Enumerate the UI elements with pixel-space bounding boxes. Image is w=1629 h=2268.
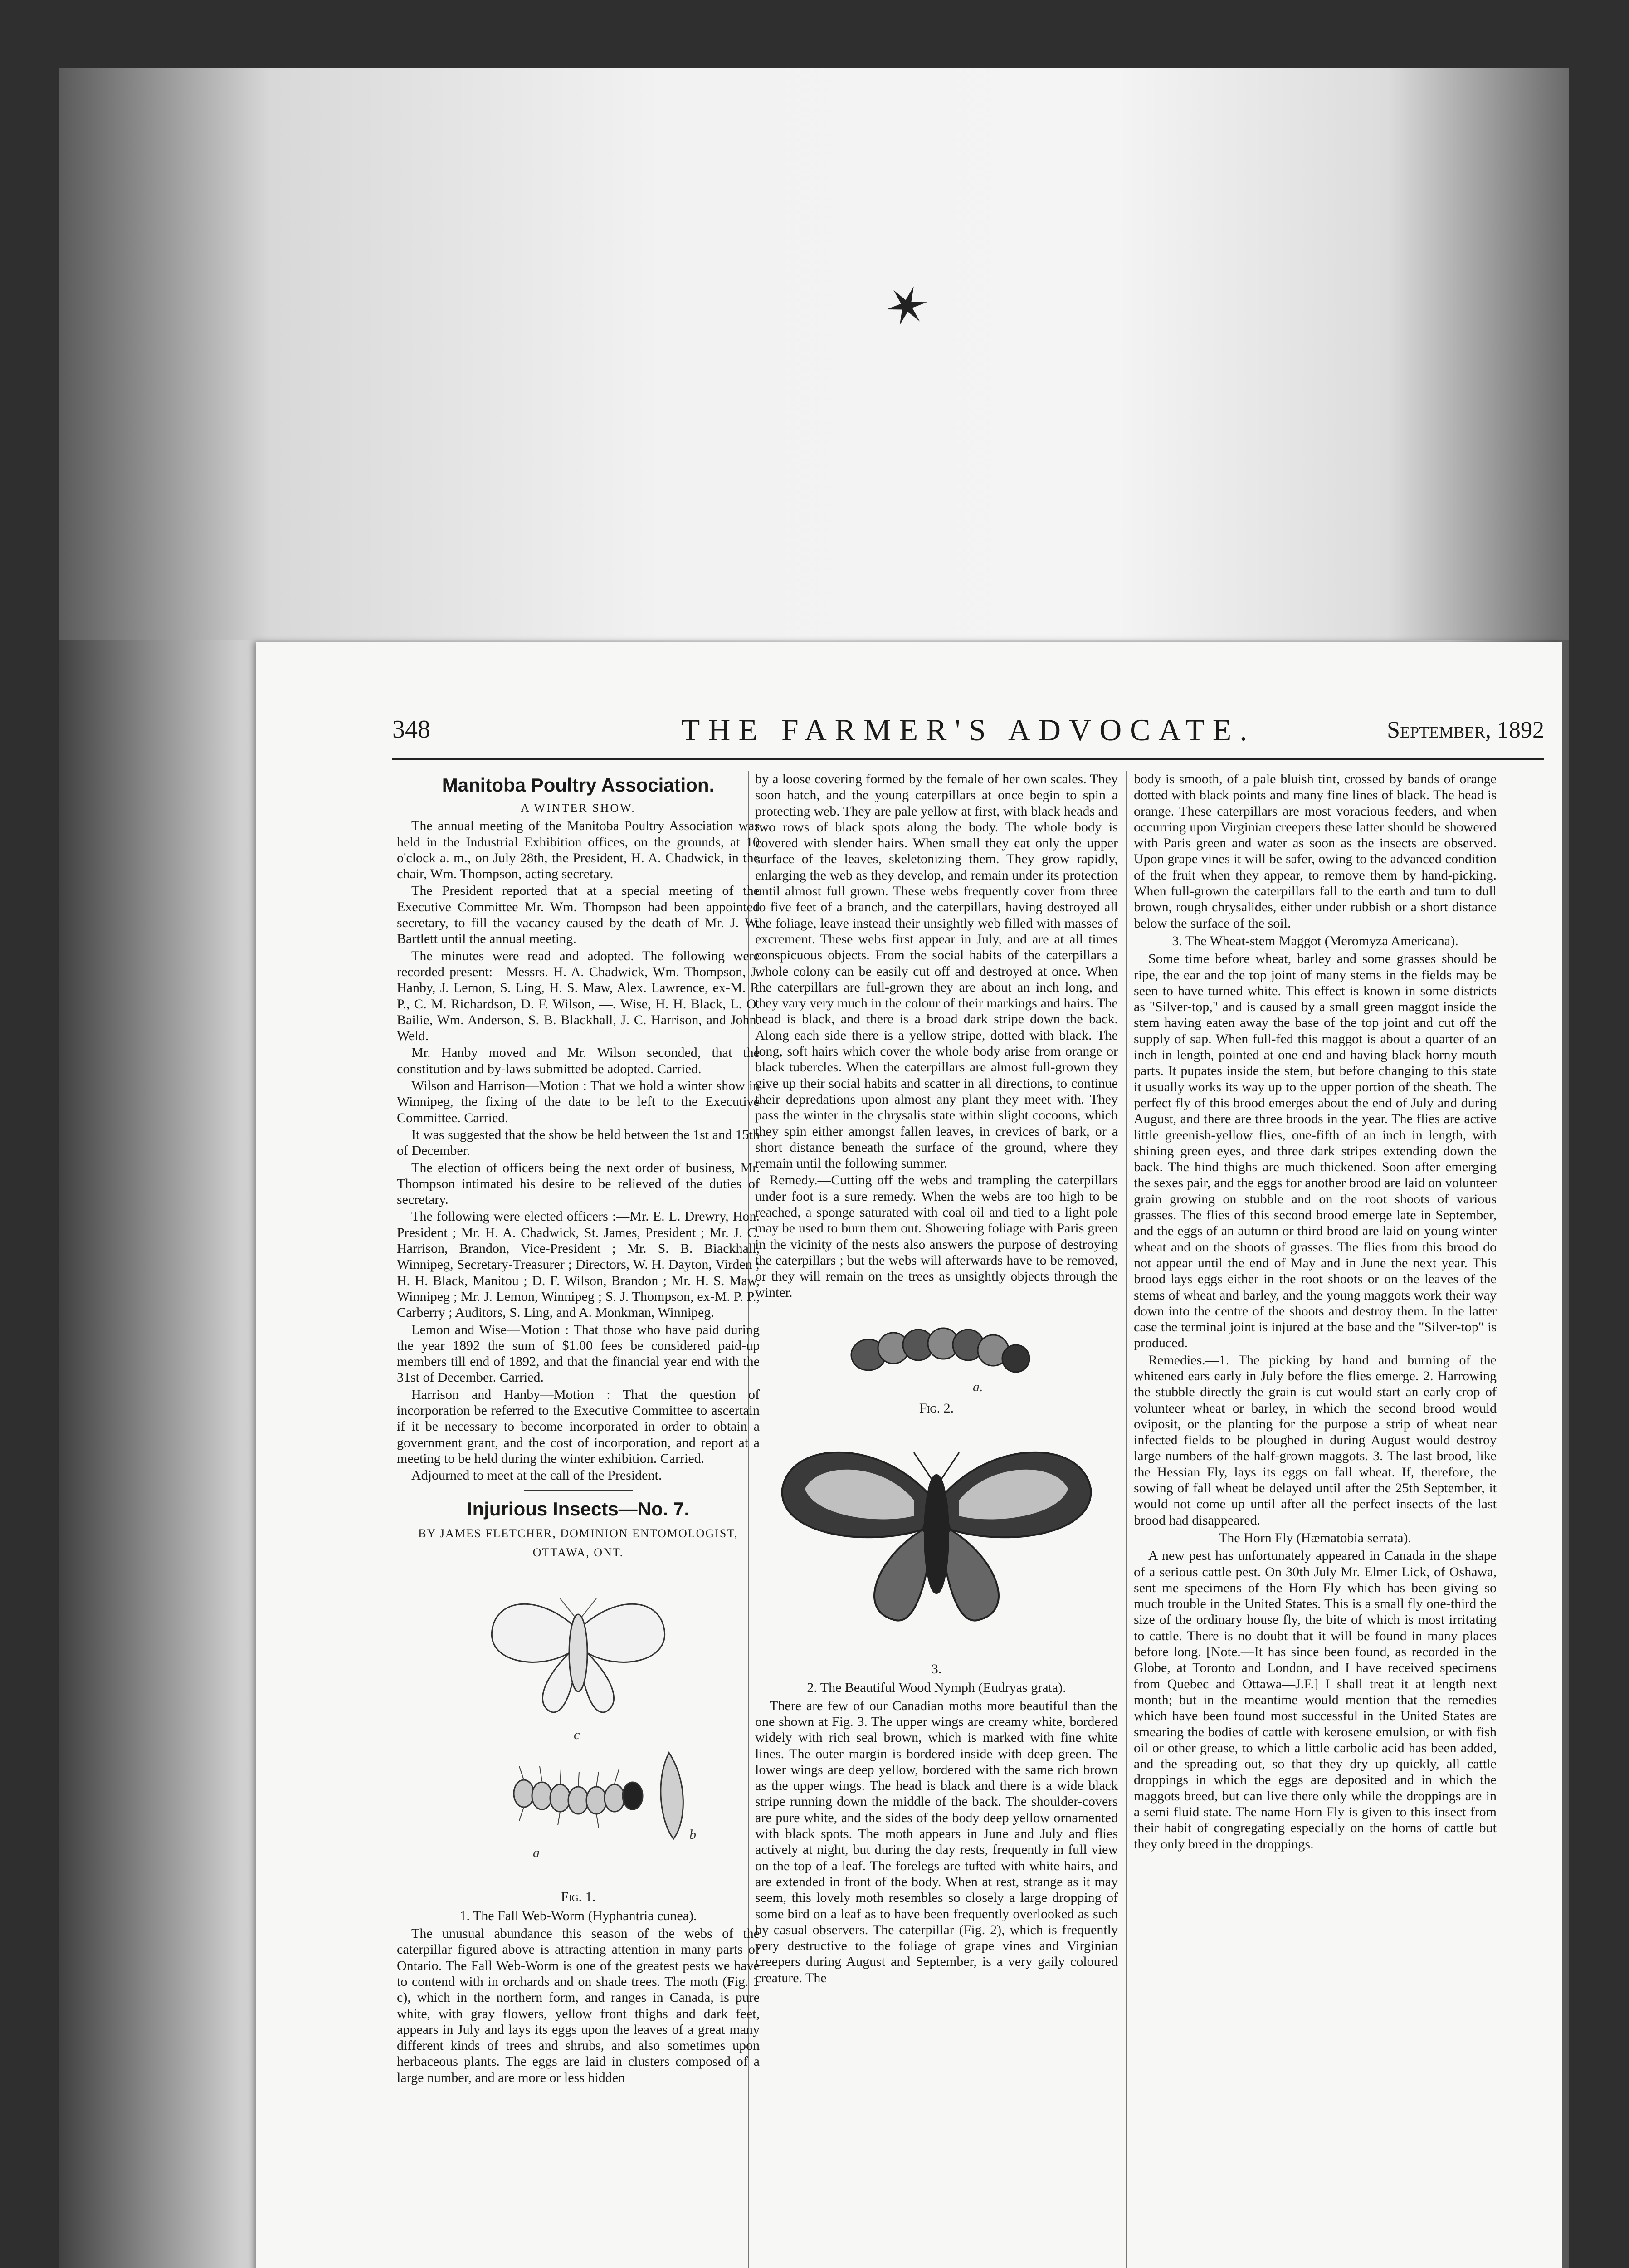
newspaper-page — [256, 642, 1562, 2268]
section-divider — [524, 1490, 633, 1491]
paragraph: The annual meeting of the Manitoba Poultry Association was held in the Industrial Exhibition offices, on the grounds, at 10 o'clock a. m., on July 28th, the President, H. A. Chadwick, in the chair, Wm. Thompson, acting secretary. — [397, 818, 760, 882]
byline: BY JAMES FLETCHER, DOMINION ENTOMOLOGIST, OTTAWA, ONT. — [418, 1527, 738, 1559]
paragraph: body is smooth, of a pale bluish tint, crossed by bands of orange dotted with black points and many fine lines of black. The head is orange. These caterpillars are most voracious feeders, and when occurring upon Virginian creepers these latter should be showered with Paris green and water as soon as the insects are observed. Upon grape vines it will be safer, owing to the advanced condition of the fruit when they appear, to remove them by hand-picking. When full-grown the caterpillars fall to the earth and turn to dull brown, rough chrysalides, either under rubbish or a short distance below the surface of the soil. — [1134, 772, 1497, 931]
wood-nymph-illustration — [764, 1421, 1109, 1657]
paragraph: The unusual abundance this season of the webs of the caterpillar figured above is attracting attention in many parts of Ontario. The Fall Web-Worm is one of the greatest pests we have to contend with in orchards and on shade trees. The moth (Fig. 1 c), which in the northern form, and ranges in Canada, is pure white, with gray flowers, yellow front thighs and dark feet, appears in July and lays its eggs upon the leaves of a great many different kinds of trees and shrubs, and also sometimes upon herbaceous plants. The eggs are laid in clusters composed of a large number, and are more or less hidden — [397, 1926, 760, 2085]
paragraph: There are few of our Canadian moths more beautiful than the one shown at Fig. 3. The upper wings are creamy white, bordered widely with rich seal brown, which is marked with fine white lines. The outer margin is bordered inside with deep green. The lower wings are deep yellow, bordered with the same rich brown as the upper wings. The head is black and there is a wide black stripe running down the middle of the back. The shoulder-covers are pure white, and the sides of the body deep yellow ornamented with black spots. The moth appears in June and July and flies actively at night, but during the day rests, frequently in full view on the top of a leaf. The forelegs are tufted with white hairs, and are extended in front of the body. When at rest, strange as it may seem, this lovely moth resembles so closely a large dropping of some bird on a leaf as to have been frequently overlooked as such by casual observers. The caterpillar (Fig. 2), which is frequently very destructive to the foliage of grape vines and Virginian creepers during August and September, is a very gaily coloured creature. The — [755, 1698, 1118, 1985]
underlying-blank-page — [59, 68, 1569, 640]
publication-title: THE FARMER'S ADVOCATE. — [681, 713, 1256, 747]
fig1-label-a: a — [533, 1845, 540, 1861]
paragraph: The minutes were read and adopted. The following were recorded present:—Messrs. H. A. Chadwick, Wm. Thompson, J. Hanby, J. Lemon, S. Ling, H. S. Maw, Alex. Lawrence, ex-M. P. P., C. M. Richardson, D. F. Wilson, —. Wise, H. H. Black, L. O. Bailie, Wm. Anderson, S. B. Blackhall, J. C. Harrison, and John. Weld. — [397, 948, 760, 1044]
paragraph: Remedy.—Cutting off the webs and trampling the caterpillars under foot is a sure remedy. When the webs are too high to be reached, a sponge saturated with coal oil and tied to a light pole may be used to burn them out. Showering foliage with Paris green in the vicinity of the nests also answers the purpose of destroying the caterpillars ; but the webs will afterwards have to be removed, or they will remain on the trees as unsightly objects through the winter. — [755, 1173, 1118, 1300]
figure-caption: Fig. 2. — [919, 1400, 954, 1416]
article-subheading: A WINTER SHOW. — [521, 802, 636, 815]
paragraph: Adjourned to meet at the call of the President. — [411, 1468, 662, 1483]
page-header — [392, 712, 1544, 760]
paragraph: The election of officers being the next order of business, Mr. Thompson intimated his desire to be relieved of the duties of secretary. — [397, 1160, 760, 1207]
paragraph: The following were elected officers :—Mr. E. L. Drewry, Hon. President ; Mr. H. A. Chadwick, St. James, President ; Mr. J. C. Harrison, Brandon, Vice-President ; Mr. S. B. Biackhall, Winnipeg, Secretary-Treasurer ; Directors, W. H. Dayton, Virden ; H. H. Black, Manitou ; D. F. Wilson, Brandon ; Mr. H. S. Maw, Winnipeg ; Mr. J. Lemon, Winnipeg ; S. J. Thompson, ex-M. P. P., Carberry ; Auditors, S. Ling, and A. Monkman, Winnipeg. — [397, 1209, 760, 1320]
column-1 — [397, 771, 760, 2087]
paragraph: A new pest has unfortunately appeared in Canada in the shape of a serious cattle pest. On 30th July Mr. Elmer Lick, of Oshawa, sent me specimens of the Horn Fly which has been giving so much trouble in the United States. This is a small fly one-third the size of the ordinary house fly, the bite of which is most irritating to cattle. There is no doubt that it will be found in many places before long. [Note.—It has since been found, as recorded in the Globe, at Toronto and London, and I have received specimens from Quebec and Ottawa—J.F.] I shall treat it at length next month; but in the meantime would mention that the remedies which have been found most successful in the United States are smearing the bodies of cattle with kerosene emulsion, or with fish oil or other grease, to which a little carbolic acid has been added, and the spreading out, so that they dry up quickly, all cattle droppings in which the eggs are deposited and in which the maggots breed, but can live there only while the droppings are in a semi fluid state. The name Horn Fly is given to this insect from their habit of congregating especially on the horns of cattle but they only breed in the droppings. — [1134, 1548, 1497, 1852]
paragraph: by a loose covering formed by the female of her own scales. They soon hatch, and the young caterpillars at once begin to spin a protecting web. They are pale yellow at first, with black heads and two rows of black spots along the body. The whole body is covered with slender hairs. When small they eat only the upper surface of the leaves, skeletonizing them. They grow rapidly, enlarging the web as they develop, and remain under its protection until almost full grown. These webs frequently cover from three to five feet of a branch, and the caterpillars, having destroyed all the foliage, leave instead their unsightly web filled with masses of excrement. These webs first appear in July, and are at all times conspicuous objects. From the social habits of the caterpillars a whole colony can be easily cut off and destroyed at once. When the caterpillars are full-grown they are about an inch long, and they vary very much in the colour of their markings and hairs. The head is black, and there is a broad dark stripe down the back. Along each side there is a yellow stripe, dotted with black. The long, soft hairs which cover the whole body arise from orange or black tubercles. When the caterpillars are almost full-grown they give up their social habits and scatter in all directions, to continue their depredations upon almost any plant they meet with. They pass the winter in the chrysalis state within slight cocoons, which they spin either amongst fallen leaves, in crevices of bark, or a short distance beneath the surface of the ground, where they remain until the following summer. — [755, 772, 1118, 1171]
paragraph: Harrison and Hanby—Motion : That the question of incorporation be referred to the Executive Committee to ascertain if it be necessary to become incorporated in order to obtain a government grant, and the cost of incorporation, and report at a meeting to be held during the winter exhibition. Carried. — [397, 1387, 760, 1466]
column-rule — [1126, 771, 1127, 2268]
column-3 — [1134, 771, 1497, 1853]
issue-date: September, 1892 — [1387, 717, 1544, 743]
section-title: The Horn Fly (Hæmatobia serrata). — [1219, 1530, 1412, 1545]
section-title: 1. The Fall Web-Worm (Hyphantria cunea). — [459, 1908, 697, 1923]
paragraph: Mr. Hanby moved and Mr. Wilson seconded, that the constitution and by-laws submitted be adopted. Carried. — [397, 1045, 760, 1076]
article-heading: Injurious Insects—No. 7. — [467, 1498, 690, 1520]
figure-caption: 3. — [931, 1662, 942, 1677]
paragraph: Lemon and Wise—Motion : That those who have paid during the year 1892 the sum of $1.00 fees be considered paid-up members till end of 1892, and that the financial year end with the 31st of December. Carried. — [397, 1322, 760, 1385]
paragraph: Wilson and Harrison—Motion : That we hold a winter show in Winnipeg, the fixing of the date to be left to the Executive Committee. Carried. — [397, 1078, 760, 1125]
page-number: 348 — [392, 715, 430, 743]
fig1-label-b: b — [689, 1827, 696, 1843]
paragraph: Some time before wheat, barley and some grasses should be ripe, the ear and the top joint of many stems in the fields may be seen to have turned white. This effect is known in some districts as "Silver-top," and is caused by a small green maggot inside the stem having eaten away the base of the top joint and cut off the supply of sap. When full-fed this maggot is about a quarter of an inch in length, pointed at one end and having black horny mouth parts. It pupates inside the stem, but before changing to this state it usually works its way up to the upper portion of the sheath. The perfect fly of this brood emerges about the end of July and during August, and there are three broods in the year. The flies are active little greenish-yellow flies, one-fifth of an inch in length, with shining green eyes, and three dark stripes extending down the back. The hind thighs are much thickened. Soon after emerging the sexes pair, and the eggs for another brood are laid on volunteer grain growing on stubble and on the root shoots of various grasses. The flies of this second brood emerge late in September, and the eggs of an autumn or third brood are laid on young winter wheat and on the shoots of grasses. The flies from this brood do not appear until the end of May and in June the next year. This brood lays eggs either in the root shoots or on the leaves of the stems of wheat and barley, and the young maggots work their way down into the centre of the shoots and destroy them. In the latter case the terminal joint is injured at the base and the "Silver-top" is produced. — [1134, 951, 1497, 1351]
figure-caption: Fig. 1. — [561, 1889, 596, 1905]
figure-wood-nymph — [764, 1421, 1109, 1657]
fig2-label-a: a. — [973, 1379, 983, 1394]
moth-illustration — [460, 1567, 696, 1884]
section-title: 2. The Beautiful Wood Nymph (Eudryas grata). — [807, 1680, 1066, 1696]
fig1-label-c: c — [574, 1727, 580, 1743]
section-title: 3. The Wheat-stem Maggot (Meromyza Americana). — [1172, 933, 1458, 948]
insect-speck-icon: ✶ — [874, 271, 938, 343]
paragraph: It was suggested that the show be held between the 1st and 15th of December. — [397, 1127, 760, 1158]
paragraph: The President reported that at a special meeting of the Executive Committee Mr. Wm. Thompson had been appointed secretary, to fill the vacancy caused by the death of Mr. J. W. Bartlett until the annual meeting. — [397, 883, 760, 947]
figure-caterpillar — [837, 1305, 1036, 1396]
column-2 — [755, 771, 1118, 1987]
paragraph: Remedies.—1. The picking by hand and burning of the whitened ears early in July before the flies emerge. 2. Harrowing the stubble directly the grain is cut would start an early crop of volunteer wheat or barley, in which the second brood would oviposit, or the planting for the purpose a strip of wheat near infected fields to be ploughed in during August would destroy large numbers of the half-grown maggots. 3. The last brood, like the Hessian Fly, lays its eggs on fall wheat. If, therefore, the sowing of fall wheat be delayed until after the 25th September, it would not come up until after all the perfect insects of the last brood had disappeared. — [1134, 1352, 1497, 1528]
figure-fall-web-worm — [460, 1567, 696, 1884]
caterpillar-illustration — [837, 1305, 1036, 1396]
article-heading: Manitoba Poultry Association. — [442, 774, 715, 796]
